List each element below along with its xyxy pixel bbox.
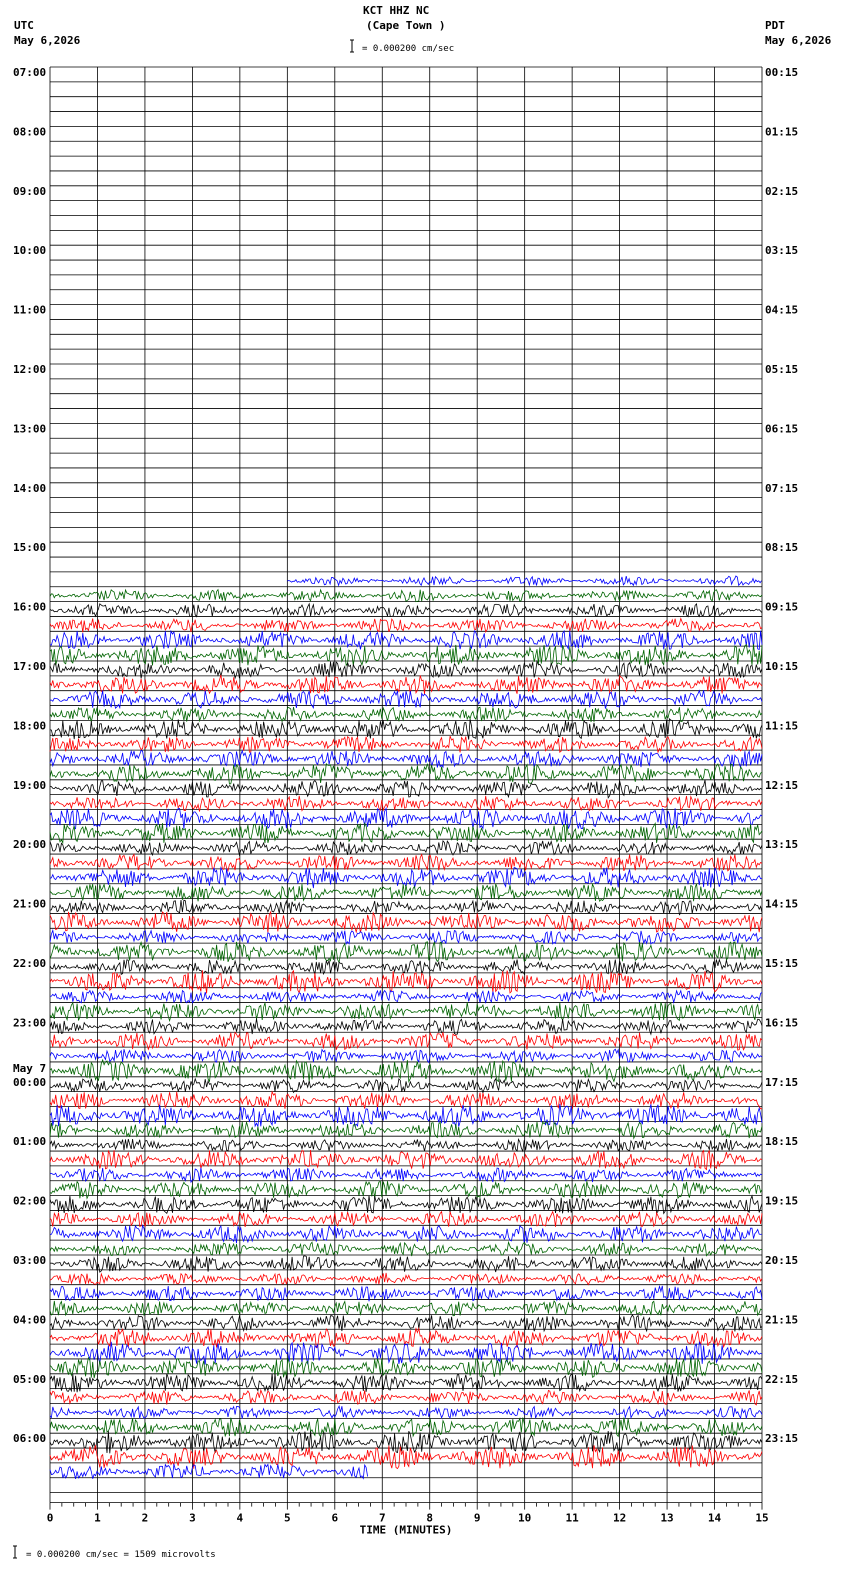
utc-hour-label: 18:00 (13, 719, 47, 733)
utc-hour-label: 06:00 (13, 1432, 47, 1446)
scale-label: = 0.000200 cm/sec (362, 44, 455, 54)
seismic-trace-line (50, 1273, 762, 1285)
seismic-trace-line (50, 1242, 762, 1256)
seismic-trace-line (50, 990, 762, 1002)
utc-hour-label: 12:00 (13, 363, 47, 376)
pdt-hour-label: 18:15 (765, 1135, 799, 1149)
seismic-trace-line (50, 912, 762, 933)
pdt-hour-label: 22:15 (765, 1372, 799, 1386)
utc-hour-label: 10:00 (13, 244, 47, 258)
seismic-trace-line (50, 930, 762, 944)
hour-labels (13, 66, 798, 1445)
pdt-hour-label: 16:15 (765, 1016, 799, 1030)
pdt-hour-label: 07:15 (765, 481, 799, 495)
pdt-hour-label: 21:15 (765, 1313, 799, 1327)
seismic-trace-line (50, 1406, 762, 1418)
pdt-hour-label: 08:15 (765, 541, 799, 555)
right-timezone: PDT (765, 19, 785, 32)
pdt-hour-label: 12:15 (765, 778, 799, 792)
pdt-hour-label: 09:15 (765, 600, 799, 614)
pdt-hour-label: 02:15 (765, 184, 799, 198)
seismic-trace-line (50, 1431, 762, 1453)
seismic-trace-line (50, 1390, 762, 1405)
x-tick-label: 0 (46, 1511, 54, 1525)
left-timezone: UTC (14, 19, 34, 32)
x-tick-label: 1 (94, 1511, 101, 1525)
seismic-trace-line (50, 970, 762, 993)
seismic-trace-line (50, 1168, 762, 1182)
seismic-trace-line (50, 707, 762, 722)
trace-group (50, 576, 762, 1479)
x-tick-label: 6 (331, 1511, 339, 1525)
seismic-trace-line (50, 1212, 762, 1227)
x-tick-label: 3 (189, 1511, 196, 1525)
pdt-hour-label: 03:15 (765, 244, 799, 258)
seismic-trace-line (50, 1079, 762, 1093)
seismic-trace-line (50, 1060, 762, 1082)
station-location: (Cape Town ) (366, 19, 446, 32)
utc-hour-label: 21:00 (13, 897, 47, 911)
seismic-trace-line (50, 1445, 762, 1468)
seismic-trace-line (50, 1301, 762, 1316)
seismic-trace-line (50, 604, 762, 617)
footer-scale-label: = 0.000200 cm/sec = 1509 microvolts (26, 1550, 216, 1560)
pdt-hour-label: 23:15 (765, 1432, 799, 1446)
seismic-trace-line (50, 1286, 762, 1301)
x-tick-label: 11 (565, 1511, 579, 1525)
seismic-trace-line (50, 841, 762, 855)
pdt-hour-label: 15:15 (765, 957, 799, 970)
utc-hour-label: 01:00 (13, 1135, 47, 1149)
pdt-hour-label: 17:15 (765, 1075, 799, 1089)
utc-hour-label: 14:00 (13, 481, 47, 495)
x-tick-label: 12 (612, 1511, 627, 1525)
seismic-trace-line (50, 1139, 762, 1151)
seismic-trace-line (50, 1418, 762, 1437)
pdt-hour-label: 19:15 (765, 1194, 799, 1208)
pdt-hour-label: 01:15 (765, 125, 799, 139)
plot-grid (50, 67, 762, 1503)
x-tick-label: 2 (141, 1511, 149, 1525)
seismic-trace-line (50, 1019, 762, 1035)
seismic-trace-line (50, 719, 762, 740)
seismic-trace-line (50, 1104, 762, 1127)
pdt-hour-label: 00:15 (765, 66, 799, 79)
utc-hour-label: 16:00 (13, 600, 47, 614)
utc-hour-label: 07:00 (13, 66, 47, 79)
seismic-trace-line (50, 1358, 762, 1378)
utc-hour-label: 08:00 (13, 125, 47, 139)
seismic-trace-line (50, 1150, 762, 1170)
x-tick-label: 10 (518, 1511, 532, 1525)
pdt-hour-label: 13:15 (765, 838, 799, 852)
utc-hour-label: 09:00 (13, 184, 47, 198)
pdt-hour-label: 10:15 (765, 660, 799, 673)
pdt-hour-label: 06:15 (765, 422, 799, 436)
utc-hour-label: 00:00 (13, 1075, 47, 1089)
seismic-trace-line (50, 1049, 762, 1062)
pdt-hour-label: 14:15 (765, 897, 799, 911)
seismic-trace-line (50, 942, 762, 963)
seismic-trace-line (50, 960, 762, 975)
seismic-trace-line (50, 619, 762, 633)
station-title: KCT HHZ NC (363, 4, 430, 17)
seismic-trace-line (50, 1374, 762, 1393)
time-axis (47, 1503, 769, 1537)
seismic-trace-line (50, 1342, 762, 1365)
seismic-trace-line (50, 764, 762, 784)
utc-hour-label: 11:00 (13, 303, 47, 317)
seismic-trace-line (50, 780, 762, 798)
pdt-hour-label: 05:15 (765, 363, 799, 376)
x-tick-label: 15 (755, 1511, 769, 1525)
seismic-trace-line (50, 644, 762, 665)
utc-hour-label: 22:00 (13, 957, 47, 970)
utc-hour-label: 19:00 (13, 778, 47, 792)
x-tick-label: 4 (236, 1511, 244, 1525)
utc-hour-label: 20:00 (13, 838, 47, 852)
pdt-hour-label: 20:15 (765, 1254, 799, 1267)
x-tick-label: 13 (660, 1511, 674, 1525)
x-axis-label: TIME (MINUTES) (359, 1523, 453, 1537)
utc-hour-label: 15:00 (13, 541, 47, 555)
utc-hour-label: 02:00 (13, 1194, 47, 1208)
utc-hour-label: 03:00 (13, 1254, 47, 1267)
seismic-trace-line (50, 823, 762, 843)
right-date: May 6,2026 (765, 34, 832, 47)
seismic-trace-line (50, 590, 762, 602)
pdt-hour-label: 11:15 (765, 719, 799, 733)
utc-hour-label: 05:00 (13, 1372, 47, 1386)
utc-hour-label: 17:00 (13, 660, 47, 673)
date-change-label: May 7 (13, 1061, 47, 1075)
x-tick-label: 8 (426, 1511, 434, 1525)
left-date: May 6,2026 (14, 34, 81, 47)
utc-hour-label: 13:00 (13, 422, 47, 436)
x-tick-label: 7 (378, 1511, 386, 1525)
pdt-hour-label: 04:15 (765, 303, 799, 317)
x-tick-label: 9 (473, 1511, 481, 1525)
seismic-trace-line (50, 854, 762, 871)
x-tick-label: 14 (707, 1511, 722, 1525)
utc-hour-label: 23:00 (13, 1016, 47, 1030)
scale-bar-icons (13, 40, 354, 1558)
seismic-trace-line (50, 900, 762, 915)
seismic-trace-line (50, 1002, 762, 1021)
x-tick-label: 5 (284, 1511, 291, 1525)
utc-hour-label: 04:00 (13, 1313, 47, 1327)
